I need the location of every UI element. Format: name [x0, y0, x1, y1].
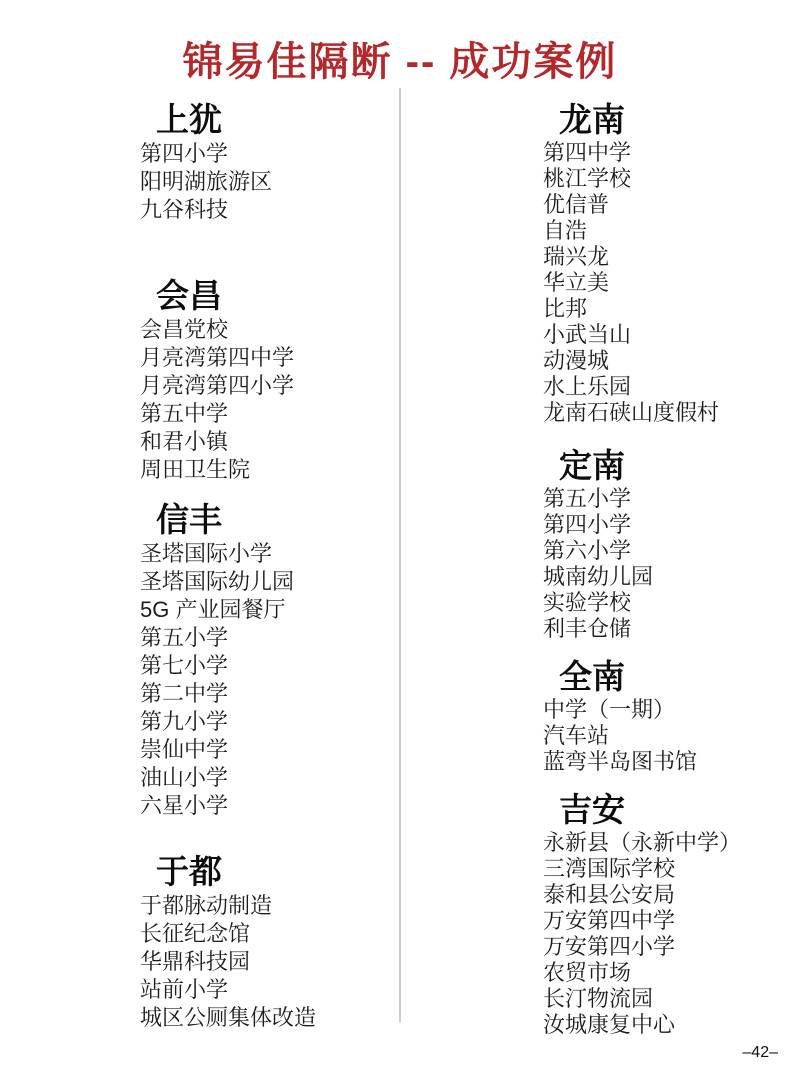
case-item: 崇仙中学 — [140, 737, 229, 762]
case-item: 长征纪念馆 — [140, 921, 251, 946]
section-quannan — [543, 657, 795, 775]
page-title: 锦易佳隔断 -- 成功案例 — [182, 40, 618, 84]
case-item: 万安第四小学 — [543, 934, 676, 959]
case-item: 月亮湾第四中学 — [140, 345, 295, 370]
case-item: 三湾国际学校 — [543, 856, 676, 881]
section-items — [140, 892, 392, 1032]
case-item: 周田卫生院 — [140, 457, 251, 482]
case-item: 永新县（永新中学） — [543, 830, 742, 855]
case-item: 动漫城 — [543, 348, 610, 373]
case-item: 第二中学 — [140, 681, 229, 706]
section-xinfeng — [140, 500, 392, 820]
section-shangyou — [140, 100, 392, 224]
section-yudu — [140, 852, 392, 1032]
case-item: 第五小学 — [140, 625, 229, 650]
section-dingnan — [543, 446, 795, 642]
case-item: 自浩 — [543, 218, 588, 243]
case-item: 第五中学 — [140, 401, 229, 426]
case-item: 第四小学 — [140, 141, 229, 166]
case-item: 站前小学 — [140, 977, 229, 1002]
case-item: 会昌党校 — [140, 317, 229, 342]
case-item: 华立美 — [543, 270, 610, 295]
section-items — [140, 316, 392, 484]
case-item: 5G 产业园餐厅 — [140, 597, 286, 622]
case-item: 长汀物流园 — [543, 986, 654, 1011]
case-item: 小武当山 — [543, 322, 632, 347]
case-item: 蓝弯半岛图书馆 — [543, 749, 698, 774]
case-item: 利丰仓储 — [543, 616, 632, 641]
section-items — [543, 830, 795, 1038]
section-heading: 吉安 — [559, 791, 625, 828]
case-item: 桃江学校 — [543, 166, 632, 191]
case-item: 于都脉动制造 — [140, 893, 273, 918]
case-item: 农贸市场 — [543, 960, 632, 985]
section-heading: 于都 — [156, 853, 222, 890]
section-jian — [543, 790, 795, 1038]
section-huichang — [140, 276, 392, 484]
section-heading: 上犹 — [156, 101, 222, 138]
case-item: 第九小学 — [140, 709, 229, 734]
case-item: 比邦 — [543, 296, 588, 321]
page-number: –42– — [742, 1044, 778, 1061]
section-items — [543, 486, 795, 642]
column-divider — [399, 88, 401, 1022]
case-item: 华鼎科技园 — [140, 949, 251, 974]
case-item: 水上乐园 — [543, 374, 632, 399]
section-items — [140, 140, 392, 224]
case-item: 龙南石硖山度假村 — [543, 400, 720, 425]
section-heading: 全南 — [559, 658, 625, 695]
case-item: 第四小学 — [543, 512, 632, 537]
section-heading: 定南 — [559, 447, 625, 484]
case-item: 九谷科技 — [140, 197, 229, 222]
case-item: 圣塔国际小学 — [140, 541, 273, 566]
case-item: 优信普 — [543, 192, 610, 217]
section-heading: 信丰 — [156, 501, 222, 538]
case-item: 汽车站 — [543, 723, 610, 748]
case-item: 油山小学 — [140, 765, 229, 790]
case-item: 第七小学 — [140, 653, 229, 678]
section-heading: 龙南 — [559, 101, 625, 138]
case-item: 第五小学 — [543, 486, 632, 511]
left-column — [140, 100, 392, 1032]
case-item: 第四中学 — [543, 140, 632, 165]
case-item: 第六小学 — [543, 538, 632, 563]
case-item: 和君小镇 — [140, 429, 229, 454]
case-item: 月亮湾第四小学 — [140, 373, 295, 398]
section-items — [140, 540, 392, 820]
case-item: 城区公厕集体改造 — [140, 1005, 317, 1030]
case-item: 六星小学 — [140, 793, 229, 818]
case-item: 城南幼儿园 — [543, 564, 654, 589]
case-item: 泰和县公安局 — [543, 882, 676, 907]
case-item: 实验学校 — [543, 590, 632, 615]
section-longnan — [543, 100, 795, 426]
section-items — [543, 697, 795, 775]
case-item: 汝城康复中心 — [543, 1012, 676, 1037]
right-column — [543, 100, 795, 1038]
case-item: 万安第四中学 — [543, 908, 676, 933]
case-item: 中学（一期） — [543, 697, 676, 722]
section-heading: 会昌 — [156, 277, 222, 314]
section-items — [543, 140, 795, 426]
case-item: 阳明湖旅游区 — [140, 169, 273, 194]
case-item: 圣塔国际幼儿园 — [140, 569, 295, 594]
case-item: 瑞兴龙 — [543, 244, 610, 269]
